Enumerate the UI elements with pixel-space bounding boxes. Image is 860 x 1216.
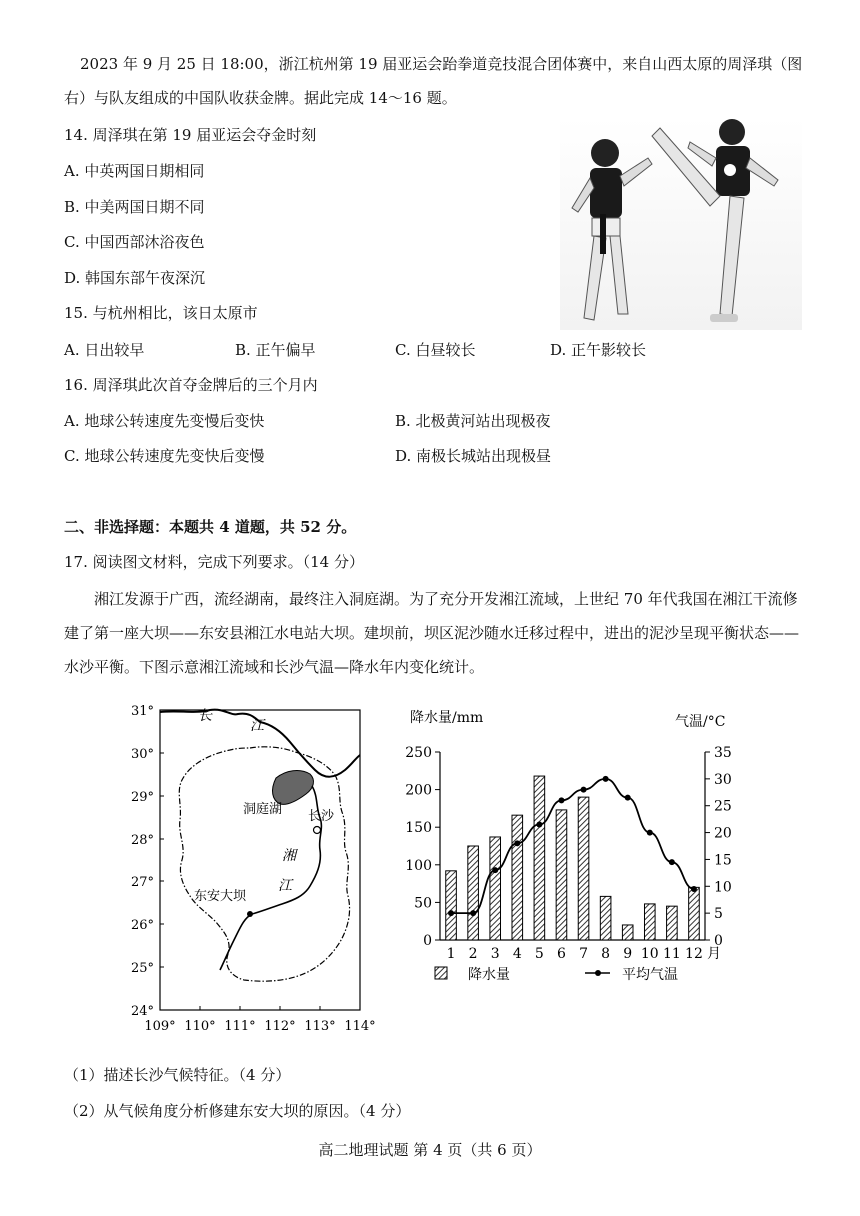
right-tick-label: 35 xyxy=(714,745,732,761)
lon-label-114: 114° xyxy=(344,1019,376,1034)
legend-bar-swatch xyxy=(435,967,447,979)
lat-label-27: 27° xyxy=(130,875,154,890)
right-tick-label: 0 xyxy=(714,933,723,949)
q17-sub1: （1）描述长沙气候特征。（4 分） xyxy=(64,1066,291,1084)
temperature-point xyxy=(448,910,454,916)
q14-option-d: D. 韩国东部午夜深沉 xyxy=(64,269,206,287)
month-tick-label: 11 xyxy=(662,946,681,962)
right-tick-label: 10 xyxy=(714,879,732,896)
lon-label-113: 113° xyxy=(304,1019,336,1034)
temperature-point xyxy=(514,840,520,846)
label-chang: 长 xyxy=(198,708,212,724)
temperature-point xyxy=(691,886,697,892)
lat-label-31: 31° xyxy=(130,704,154,719)
month-tick-label: 12 xyxy=(685,946,703,962)
q14-option-c: C. 中国西部沐浴夜色 xyxy=(64,233,205,251)
temperature-point xyxy=(536,822,542,828)
right-tick-label: 5 xyxy=(714,906,723,923)
month-tick-label: 2 xyxy=(468,946,478,962)
q14-stem: 14. 周泽琪在第 19 届亚运会夺金时刻 xyxy=(64,126,317,144)
q16-option-a: A. 地球公转速度先变慢后变快 xyxy=(64,412,265,430)
temperature-point xyxy=(558,797,564,803)
right-tick-label: 20 xyxy=(714,825,732,842)
label-changsha: 长沙 xyxy=(308,809,335,824)
page-footer: 高二地理试题 第 4 页（共 6 页） xyxy=(318,1141,542,1159)
right-tick-label: 30 xyxy=(714,771,732,788)
precip-bar xyxy=(578,797,589,940)
xiangjiang-map xyxy=(120,700,380,1040)
left-tick-label: 200 xyxy=(405,782,432,799)
q15-option-c: C. 白昼较长 xyxy=(395,341,476,359)
lat-label-25: 25° xyxy=(130,961,154,976)
temperature-point xyxy=(647,830,653,836)
lon-label-110: 110° xyxy=(184,1019,216,1034)
left-tick-label: 0 xyxy=(423,933,432,949)
changsha-climate-chart xyxy=(400,700,730,990)
q14-option-b: B. 中美两国日期不同 xyxy=(64,198,205,216)
month-tick-label: 1 xyxy=(446,946,456,962)
label-dongting: 洞庭湖 xyxy=(243,802,283,817)
chart-ylabel-right: 气温/°C xyxy=(675,714,726,730)
label-jiang: 江 xyxy=(250,718,264,734)
q15-stem: 15. 与杭州相比，该日太原市 xyxy=(64,304,258,322)
precip-bar xyxy=(512,815,523,940)
month-tick-label: 6 xyxy=(556,946,566,962)
left-tick-label: 50 xyxy=(414,895,432,912)
q15-option-b: B. 正午偏早 xyxy=(235,341,316,359)
month-tick-label: 8 xyxy=(601,946,611,962)
taekwondo-photo xyxy=(560,118,802,330)
month-tick-label: 10 xyxy=(640,946,659,962)
lat-label-24: 24° xyxy=(130,1004,154,1019)
label-xiang: 湘 xyxy=(282,848,296,864)
changsha-point xyxy=(314,827,321,834)
lat-label-30: 30° xyxy=(130,747,154,762)
precip-bar xyxy=(446,871,457,940)
q17-sub2: （2）从气候角度分析修建东安大坝的原因。（4 分） xyxy=(64,1102,411,1120)
temperature-point xyxy=(492,867,498,873)
month-tick-label: 4 xyxy=(512,946,522,962)
lat-label-29: 29° xyxy=(130,790,154,805)
q17-stem: 17. 阅读图文材料，完成下列要求。（14 分） xyxy=(64,553,364,571)
temperature-point xyxy=(470,910,476,916)
month-tick-label: 3 xyxy=(490,946,500,962)
precip-bar xyxy=(667,906,678,940)
precip-bar xyxy=(600,896,611,940)
precip-bar xyxy=(644,904,655,940)
label-dongan: 东安大坝 xyxy=(194,889,247,904)
precip-bar xyxy=(468,846,479,940)
intro-text: 2023 年 9 月 25 日 18:00，浙江杭州第 19 届亚运会跆拳道竞技混合团体赛中，来自山西太原的周泽琪（图右）与队友组成的中国队收获金牌。据此完成 14～16 题。 xyxy=(64,55,803,107)
month-unit-label: 月 xyxy=(707,946,721,962)
label-jiang2: 江 xyxy=(278,878,292,894)
precip-bar xyxy=(534,776,545,940)
chart-ylabel-left: 降水量/mm xyxy=(410,710,484,726)
section2-heading: 二、非选择题：本题共 4 道题，共 52 分。 xyxy=(64,518,357,536)
q14-option-a: A. 中英两国日期相同 xyxy=(64,162,205,180)
q15-option-a: A. 日出较早 xyxy=(64,341,145,359)
temperature-point xyxy=(669,859,675,865)
q16-option-b: B. 北极黄河站出现极夜 xyxy=(395,412,551,430)
precip-bar xyxy=(622,925,633,940)
left-tick-label: 250 xyxy=(405,745,432,761)
left-tick-label: 150 xyxy=(405,820,432,837)
lon-label-109: 109° xyxy=(144,1019,176,1034)
month-tick-label: 7 xyxy=(579,946,589,962)
lat-label-28: 28° xyxy=(130,833,154,848)
q16-option-c: C. 地球公转速度先变快后变慢 xyxy=(64,447,265,465)
q16-option-d: D. 南极长城站出现极昼 xyxy=(395,447,552,465)
q16-stem: 16. 周泽琪此次首夺金牌后的三个月内 xyxy=(64,376,318,394)
q17-material: 湘江发源于广西，流经湖南，最终注入洞庭湖。为了充分开发湘江流域，上世纪 70 年代我国在湘江干流修建了第一座大坝——东安县湘江水电站大坝。建坝前，坝区泥沙随水迁移过程中，进出的泥沙呈现平衡状态——水沙平衡。下图示意湘江流域和长沙气温—降水年内变化统计。 xyxy=(64,590,800,676)
lon-label-111: 111° xyxy=(224,1019,256,1034)
lon-label-112: 112° xyxy=(264,1019,296,1034)
lat-label-26: 26° xyxy=(130,918,154,933)
month-tick-label: 5 xyxy=(534,946,544,962)
legend-bar-label: 降水量 xyxy=(468,967,510,983)
q15-option-d: D. 正午影较长 xyxy=(550,341,647,359)
month-tick-label: 9 xyxy=(623,946,633,962)
right-tick-label: 25 xyxy=(714,798,732,815)
temperature-point xyxy=(581,787,587,793)
dongan-dam-point xyxy=(247,911,253,917)
precip-bar xyxy=(556,810,567,940)
right-tick-label: 15 xyxy=(714,852,732,869)
precip-bar xyxy=(490,837,501,940)
precip-bar xyxy=(689,887,700,940)
legend-line-label: 平均气温 xyxy=(622,967,678,983)
temperature-point xyxy=(625,795,631,801)
left-tick-label: 100 xyxy=(405,857,432,874)
temperature-line xyxy=(451,779,694,913)
temperature-point xyxy=(603,776,609,782)
